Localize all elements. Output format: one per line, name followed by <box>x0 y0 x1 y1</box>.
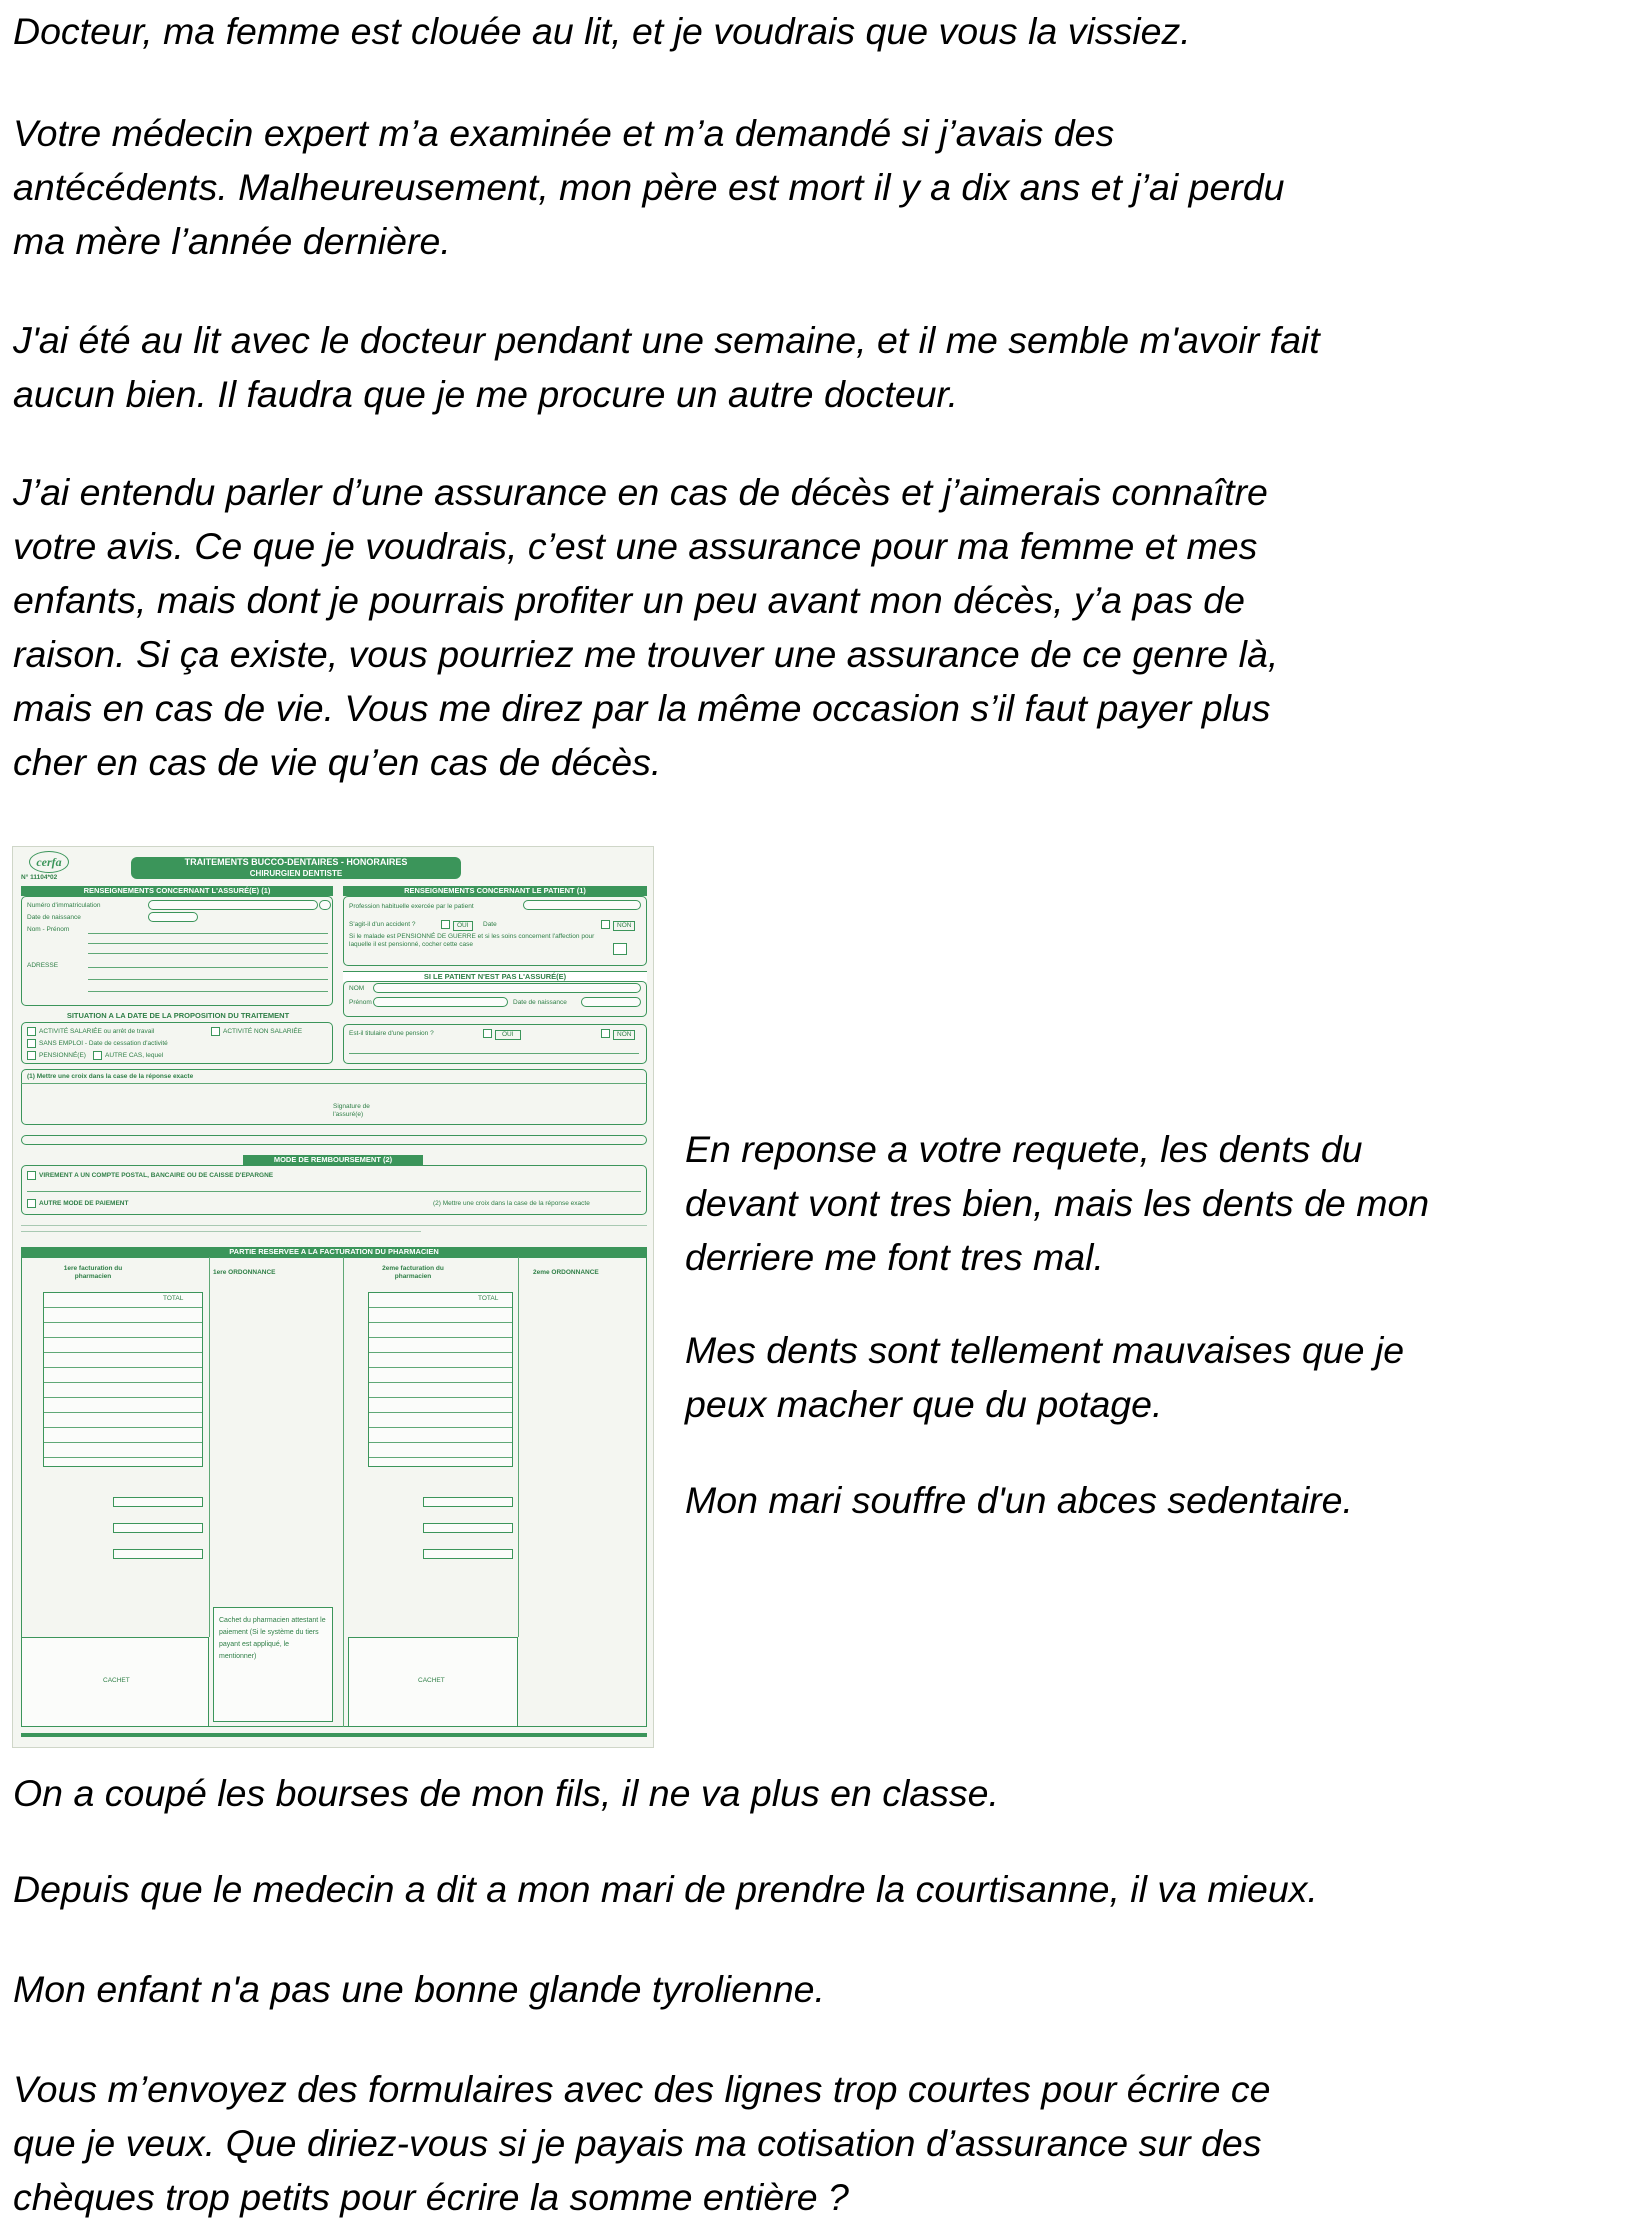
immatriculation-key-field <box>319 900 331 910</box>
section-pharmacien: PARTIE RESERVEE A LA FACTURATION DU PHARMACIEN <box>21 1247 647 1257</box>
text-line: antécédents. Malheureusement, mon père est mort il y a dix ans et j’ai perdu <box>13 166 1285 208</box>
label-naissance: Date de naissance <box>27 914 81 921</box>
naissance-field <box>148 912 198 922</box>
immatriculation-field <box>148 900 318 910</box>
section-non-assure: SI LE PATIENT N'EST PAS L'ASSURÉ(E) <box>343 971 647 982</box>
label-cachet: CACHET <box>103 1677 130 1684</box>
option-salariee: ACTIVITÉ SALARIÉE ou arrêt de travail <box>39 1028 155 1035</box>
text-line: J’ai entendu parler d’une assurance en cas de décès et j’aimerais connaître <box>13 471 1268 513</box>
line <box>88 933 328 934</box>
label-adresse: ADRESSE <box>27 962 59 969</box>
line <box>88 953 328 954</box>
label-accident: S'agit-il d'un accident ? <box>349 921 416 928</box>
label-non: NON <box>613 921 635 931</box>
checkbox <box>211 1027 220 1036</box>
text-line: enfants, mais dont je pourrais profiter un peu avant mon décès, y’a pas de <box>13 579 1245 621</box>
line <box>88 967 328 968</box>
col-4-header: 2eme ORDONNANCE <box>533 1269 599 1276</box>
label-oui: OUI <box>495 1030 521 1040</box>
text-line: Mes dents sont tellement mauvaises que je <box>685 1329 1405 1371</box>
paragraph-7 <box>685 1473 1353 1527</box>
label-total: TOTAL <box>478 1295 499 1302</box>
form-title <box>131 857 461 879</box>
paragraph-11 <box>13 2062 1271 2224</box>
line <box>21 1225 647 1226</box>
text-line: On a coupé les bourses de mon fils, il ne va plus en classe. <box>13 1772 999 1814</box>
cerfa-form-image <box>12 846 654 1748</box>
prenom-field <box>373 997 508 1007</box>
label-date: Date <box>483 921 497 928</box>
cachet-note: Cachet du pharmacien attestant le paiement (Si le système du tiers payant est appliqué, le mentionner) <box>219 1617 326 1660</box>
line <box>88 991 328 992</box>
date-naissance-field <box>581 997 641 1007</box>
text-line: aucun bien. Il faudra que je me procure un autre docteur. <box>13 373 959 415</box>
text-line: chèques trop petits pour écrire la somme entière ? <box>13 2176 849 2218</box>
col-1-header: 1ere facturation du pharmacien <box>63 1265 123 1280</box>
col-3-header: 2eme facturation du pharmacien <box>382 1265 444 1280</box>
text-line: devant vont tres bien, mais les dents de mon <box>685 1182 1430 1224</box>
checkbox <box>601 1029 610 1038</box>
form-number: N° 11104*02 <box>21 874 58 881</box>
paragraph-10 <box>13 1962 825 2016</box>
label-nom: NOM <box>349 985 365 992</box>
checkbox <box>93 1051 102 1060</box>
text-line: ma mère l’année dernière. <box>13 220 451 262</box>
empty-field <box>113 1523 203 1533</box>
label-signature: Signature de l'assuré(e) <box>333 1103 370 1118</box>
line <box>21 1083 647 1084</box>
text-line: mais en cas de vie. Vous me direz par la même occasion s’il faut payer plus <box>13 687 1271 729</box>
empty-field <box>113 1497 203 1507</box>
text-line: Mon enfant n'a pas une bonne glande tyrolienne. <box>13 1968 825 2010</box>
option-autre-mode: AUTRE MODE DE PAIEMENT <box>39 1200 129 1207</box>
divider <box>343 1257 344 1727</box>
paragraph-1 <box>13 4 1191 58</box>
option-autre: AUTRE CAS, lequel <box>105 1052 164 1059</box>
paragraph-6 <box>685 1323 1404 1431</box>
col-2-header: 1ere ORDONNANCE <box>213 1269 276 1276</box>
paragraph-5 <box>685 1122 1429 1284</box>
option-sans-emploi: SANS EMPLOI - Date de cessation d'activité <box>39 1040 168 1047</box>
divider <box>518 1257 519 1637</box>
paragraph-4 <box>13 465 1278 789</box>
table-grid <box>43 1292 203 1467</box>
paragraph-8 <box>13 1766 999 1820</box>
note-croix: (1) Mettre une croix dans la case de la réponse exacte <box>27 1073 194 1080</box>
line <box>349 1053 639 1054</box>
label-date-naissance: Date de naissance <box>513 999 567 1006</box>
divider <box>209 1257 210 1637</box>
section-remboursement: MODE DE REMBOURSEMENT (2) <box>243 1155 423 1165</box>
text-line: Mon mari souffre d'un abces sedentaire. <box>685 1479 1353 1521</box>
checkbox <box>483 1029 492 1038</box>
text-line: Vous m’envoyez des formulaires avec des lignes trop courtes pour écrire ce <box>13 2068 1271 2110</box>
paragraph-9 <box>13 1862 1318 1916</box>
checkbox <box>27 1039 36 1048</box>
section-patient: RENSEIGNEMENTS CONCERNANT LE PATIENT (1) <box>343 886 647 896</box>
text-line: derriere me font tres mal. <box>685 1236 1104 1278</box>
label-prenom: Prénom <box>349 999 372 1006</box>
text-line: Votre médecin expert m’a examinée et m’a demandé si j’avais des <box>13 112 1115 154</box>
label-titulaire: Est-il titulaire d'une pension ? <box>349 1030 434 1037</box>
option-virement: VIREMENT A UN COMPTE POSTAL, BANCAIRE OU DE CAISSE D'EPARGNE <box>39 1172 274 1179</box>
label-total: TOTAL <box>163 1295 184 1302</box>
label-non: NON <box>613 1030 635 1040</box>
text-line: votre avis. Ce que je voudrais, c’est une assurance pour ma femme et mes <box>13 525 1258 567</box>
empty-field <box>113 1549 203 1559</box>
paragraph-3 <box>13 313 1320 421</box>
text-line: peux macher que du potage. <box>685 1383 1163 1425</box>
text-line: raison. Si ça existe, vous pourriez me trouver une assurance de ce genre là, <box>13 633 1279 675</box>
checkbox <box>27 1051 36 1060</box>
text-line: Depuis que le medecin a dit a mon mari de prendre la courtisanne, il va mieux. <box>13 1868 1318 1910</box>
checkbox <box>27 1199 36 1208</box>
empty-field <box>21 1135 647 1145</box>
text-line: que je veux. Que diriez-vous si je payais ma cotisation d’assurance sur des <box>13 2122 1262 2164</box>
table-grid <box>368 1292 513 1467</box>
profession-field <box>523 900 641 910</box>
checkbox <box>601 920 610 929</box>
label-oui: OUI <box>453 921 473 931</box>
checkbox <box>27 1027 36 1036</box>
label-pension-guerre: Si le malade est PENSIONNÉ DE GUERRE et si les soins concernent l'affection pour laquelle il est pensionné, cocher cette case <box>349 933 595 948</box>
nom-field <box>373 983 641 993</box>
form-title-line-1: TRAITEMENTS BUCCO-DENTAIRES - HONORAIRES <box>184 857 408 867</box>
footer-bar <box>21 1733 647 1737</box>
section-situation: SITUATION A LA DATE DE LA PROPOSITION DU TRAITEMENT <box>33 1011 323 1021</box>
label-profession: Profession habituelle exercée par le patient <box>349 903 474 910</box>
section-assure: RENSEIGNEMENTS CONCERNANT L'ASSURÉ(E) (1) <box>21 886 333 896</box>
line <box>88 943 328 944</box>
label-immatriculation: Numéro d'immatriculation <box>27 902 101 909</box>
line <box>21 1231 421 1232</box>
cerfa-logo: cerfa <box>29 851 69 873</box>
note-croix-2: (2) Mettre une croix dans la case de la réponse exacte <box>433 1200 590 1207</box>
paragraph-2 <box>13 106 1285 268</box>
checkbox <box>441 920 450 929</box>
text-line: J'ai été au lit avec le docteur pendant une semaine, et il me semble m'avoir fait <box>13 319 1320 361</box>
form-title-line-2: CHIRURGIEN DENTISTE <box>249 869 343 878</box>
empty-field <box>423 1549 513 1559</box>
empty-field <box>423 1497 513 1507</box>
line <box>27 1191 641 1192</box>
option-non-salariee: ACTIVITÉ NON SALARIÉE <box>223 1028 303 1035</box>
label-nom-prenom: Nom - Prénom <box>27 926 70 933</box>
checkbox <box>613 943 627 955</box>
empty-field <box>423 1523 513 1533</box>
text-line: En reponse a votre requete, les dents du <box>685 1128 1363 1170</box>
text-line: Docteur, ma femme est clouée au lit, et je voudrais que vous la vissiez. <box>13 10 1191 52</box>
checkbox <box>27 1171 36 1180</box>
label-cachet: CACHET <box>418 1677 445 1684</box>
text-line: cher en cas de vie qu’en cas de décès. <box>13 741 662 783</box>
option-pensionne: PENSIONNÉ(E) <box>39 1052 86 1059</box>
line <box>88 979 328 980</box>
